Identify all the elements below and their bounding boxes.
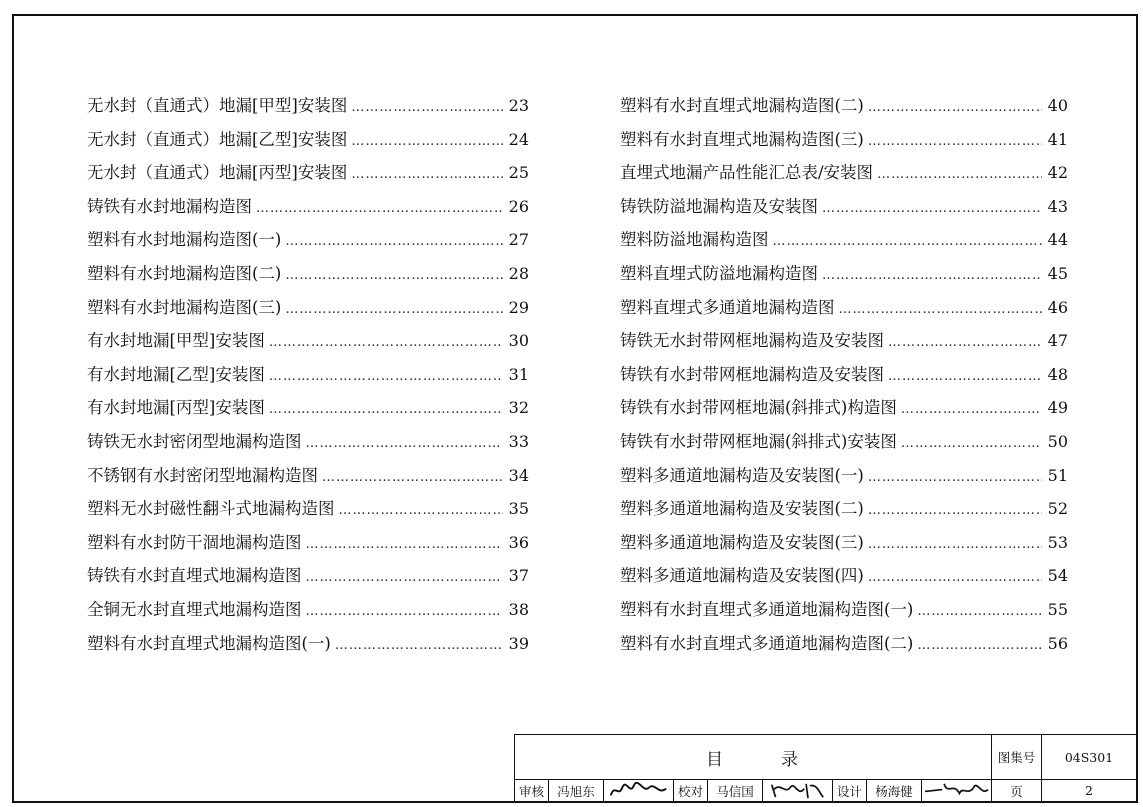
toc-entry-title: 塑料有水封地漏构造图(二) (87, 263, 282, 283)
toc-entry (620, 294, 1068, 328)
toc-entry-page: 33 (508, 431, 529, 451)
toc-entry (620, 159, 1068, 193)
toc-entry (87, 462, 529, 496)
toc-entry-page: 29 (508, 297, 529, 317)
dot-leader (868, 100, 1042, 115)
dot-leader (868, 134, 1042, 149)
dot-leader (868, 470, 1042, 485)
toc-entry (620, 260, 1068, 294)
toc-entry (620, 529, 1068, 563)
toc-entry-title: 塑料直埋式多通道地漏构造图 (620, 297, 835, 317)
dot-leader (917, 638, 1042, 653)
toc-entry-page: 34 (508, 465, 529, 485)
toc-entry (87, 428, 529, 462)
toc-entry-page: 50 (1047, 431, 1068, 451)
toc-right-column (620, 92, 1068, 663)
dot-leader (339, 503, 504, 518)
toc-entry-page: 40 (1047, 96, 1068, 115)
atlas-label: 图集号 (992, 735, 1042, 780)
toc-entry (620, 394, 1068, 428)
toc-entry-page: 43 (1047, 196, 1068, 216)
toc-entry-page: 44 (1047, 230, 1068, 250)
toc-entry-title: 塑料多通道地漏构造及安装图(一) (620, 465, 864, 485)
dot-leader (269, 402, 503, 417)
toc-entry-title: 塑料有水封直埋式地漏构造图(一) (87, 633, 331, 653)
toc-entry-title: 有水封地漏[丙型]安装图 (87, 398, 265, 418)
toc-entry (87, 260, 529, 294)
reviewer-signature (604, 780, 674, 802)
toc-entry (620, 226, 1068, 260)
toc-entry-title: 铸铁有水封带网框地漏(斜排式)安装图 (620, 431, 897, 451)
toc-entry (87, 529, 529, 563)
toc-entry-page: 26 (508, 196, 529, 216)
toc-entry-title: 塑料防溢地漏构造图 (620, 230, 769, 250)
toc-entry (87, 394, 529, 428)
toc-entry (87, 294, 529, 328)
toc-entry-title: 塑料无水封磁性翻斗式地漏构造图 (87, 499, 335, 519)
designer-name: 杨海健 (867, 780, 922, 802)
dot-leader (822, 201, 1042, 216)
dot-leader (285, 302, 503, 317)
dot-leader (901, 402, 1042, 417)
toc-entry-page: 31 (508, 364, 529, 384)
toc-entry (620, 327, 1068, 361)
toc-entry-title: 铸铁有水封地漏构造图 (87, 196, 252, 216)
toc-entry (620, 126, 1068, 160)
toc-entry-page: 23 (508, 96, 529, 115)
page-label: 页 (992, 780, 1042, 802)
toc-entry-page: 35 (508, 499, 529, 519)
dot-leader (335, 638, 503, 653)
dot-leader (269, 335, 503, 350)
toc-entry (620, 92, 1068, 126)
dot-leader (269, 369, 503, 384)
toc-entry-page: 28 (508, 263, 529, 283)
toc-entry-page: 42 (1047, 163, 1068, 183)
dot-leader (888, 369, 1042, 384)
dot-leader (877, 167, 1042, 182)
toc-entry-title: 铸铁有水封直埋式地漏构造图 (87, 566, 302, 586)
toc-entry (620, 630, 1068, 664)
toc-entry-title: 塑料多通道地漏构造及安装图(三) (620, 532, 864, 552)
toc-entry-page: 39 (508, 633, 529, 653)
toc-left-column (87, 92, 529, 663)
dot-leader (306, 570, 504, 585)
dot-leader (351, 134, 503, 149)
toc-entry-title: 铸铁有水封带网框地漏(斜排式)构造图 (620, 398, 897, 418)
dot-leader (306, 604, 504, 619)
dot-leader (322, 470, 503, 485)
atlas-number: 04S301 (1042, 735, 1137, 780)
dot-leader (351, 100, 503, 115)
toc-entry-page: 36 (508, 532, 529, 552)
dot-leader (351, 167, 503, 182)
toc-entry-page: 48 (1047, 364, 1068, 384)
toc-entry (87, 495, 529, 529)
toc-entry-title: 有水封地漏[乙型]安装图 (87, 364, 265, 384)
toc-entry (620, 361, 1068, 395)
dot-leader (773, 234, 1043, 249)
dot-leader (285, 268, 503, 283)
toc-entry-page: 30 (508, 331, 529, 351)
check-label: 校对 (674, 780, 708, 802)
toc-entry (620, 462, 1068, 496)
toc-entry-title: 塑料有水封防干涸地漏构造图 (87, 532, 302, 552)
toc-entry-page: 51 (1047, 465, 1068, 485)
checker-name: 马信国 (708, 780, 763, 802)
toc-entry-page: 56 (1047, 633, 1068, 653)
toc-entry-page: 38 (508, 599, 529, 619)
title-char-2: 录 (781, 749, 800, 770)
toc-entry-page: 32 (508, 398, 529, 418)
toc-entry-page: 49 (1047, 398, 1068, 418)
dot-leader (901, 436, 1042, 451)
toc-entry-page: 37 (508, 566, 529, 586)
toc-entry-page: 47 (1047, 331, 1068, 351)
toc-entry-page: 55 (1047, 599, 1068, 619)
review-label: 审核 (515, 780, 549, 802)
toc-entry-page: 52 (1047, 499, 1068, 519)
toc-entry-title: 铸铁无水封带网框地漏构造及安装图 (620, 331, 884, 351)
toc-entry-title: 塑料有水封直埋式多通道地漏构造图(二) (620, 633, 914, 653)
dot-leader (256, 201, 503, 216)
toc-entry-page: 24 (508, 129, 529, 149)
toc-entry-page: 41 (1047, 129, 1068, 149)
toc-entry-title: 无水封（直通式）地漏[丙型]安装图 (87, 163, 348, 183)
toc-entry (87, 327, 529, 361)
toc-entry (620, 596, 1068, 630)
toc-entry-title: 塑料有水封地漏构造图(三) (87, 297, 282, 317)
toc-entry-title: 铸铁防溢地漏构造及安装图 (620, 196, 818, 216)
toc-entry-title: 塑料多通道地漏构造及安装图(二) (620, 499, 864, 519)
reviewer-name: 冯旭东 (549, 780, 604, 802)
title-cell (515, 735, 992, 780)
toc-entry (620, 495, 1068, 529)
toc-entry-page: 54 (1047, 566, 1068, 586)
toc-entry-page: 27 (508, 230, 529, 250)
checker-signature (763, 780, 833, 802)
dot-leader (306, 436, 504, 451)
toc-entry-title: 不锈钢有水封密闭型地漏构造图 (87, 465, 318, 485)
toc-entry (87, 92, 529, 126)
toc-entry-title: 塑料有水封直埋式多通道地漏构造图(一) (620, 599, 914, 619)
toc-entry-page: 46 (1047, 297, 1068, 317)
toc-entry-title: 有水封地漏[甲型]安装图 (87, 331, 265, 351)
toc-entry (87, 630, 529, 664)
toc-entry (87, 193, 529, 227)
designer-signature (922, 780, 992, 802)
dot-leader (888, 335, 1042, 350)
toc-entry (87, 159, 529, 193)
dot-leader (306, 537, 504, 552)
toc-entry (87, 126, 529, 160)
toc-entry (87, 361, 529, 395)
toc-entry-title: 塑料有水封直埋式地漏构造图(三) (620, 129, 864, 149)
dot-leader (868, 570, 1042, 585)
title-char-1: 目 (706, 749, 725, 770)
dot-leader (917, 604, 1042, 619)
design-label: 设计 (833, 780, 867, 802)
toc-entry (620, 428, 1068, 462)
dot-leader (868, 537, 1042, 552)
toc-entry-title: 塑料多通道地漏构造及安装图(四) (620, 566, 864, 586)
toc-entry-title: 全铜无水封直埋式地漏构造图 (87, 599, 302, 619)
toc-entry-title: 塑料有水封地漏构造图(一) (87, 230, 282, 250)
toc-entry-title: 塑料有水封直埋式地漏构造图(二) (620, 96, 864, 115)
toc-entry (87, 562, 529, 596)
toc-entry-page: 25 (508, 163, 529, 183)
dot-leader (285, 234, 503, 249)
toc-entry-title: 无水封（直通式）地漏[甲型]安装图 (87, 96, 348, 115)
toc-entry-title: 铸铁有水封带网框地漏构造及安装图 (620, 364, 884, 384)
toc-entry-page: 53 (1047, 532, 1068, 552)
toc-entry-title: 铸铁无水封密闭型地漏构造图 (87, 431, 302, 451)
toc-entry-page: 45 (1047, 263, 1068, 283)
toc-entry (620, 193, 1068, 227)
toc-entry (87, 226, 529, 260)
toc-entry-title: 直埋式地漏产品性能汇总表/安装图 (620, 163, 874, 183)
toc-entry-title: 无水封（直通式）地漏[乙型]安装图 (87, 129, 348, 149)
toc-entry (87, 596, 529, 630)
page-number: 2 (1042, 780, 1137, 802)
title-block (514, 734, 1138, 803)
dot-leader (839, 302, 1043, 317)
toc-entry (620, 562, 1068, 596)
dot-leader (822, 268, 1042, 283)
dot-leader (868, 503, 1042, 518)
toc-entry-title: 塑料直埋式防溢地漏构造图 (620, 263, 818, 283)
